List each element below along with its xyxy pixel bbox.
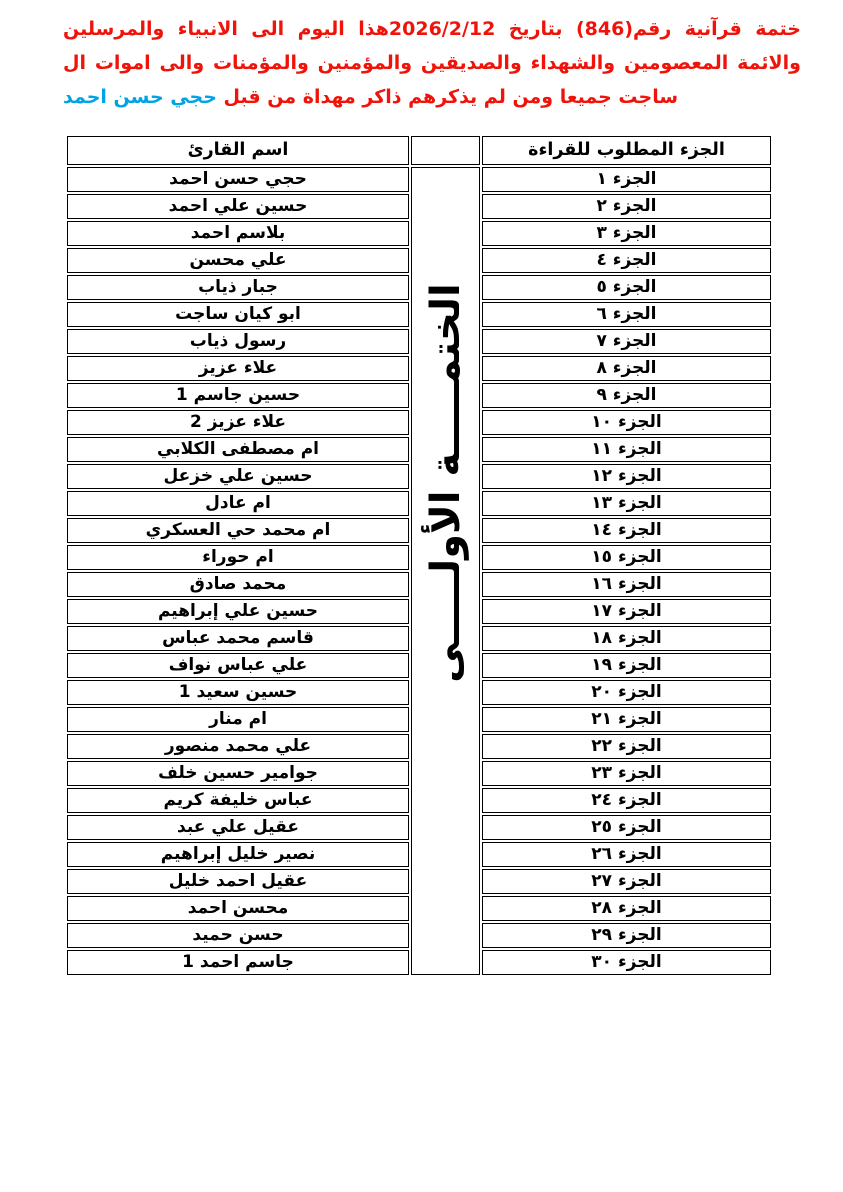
reader-name-cell: جوامير حسين خلف [67,761,409,786]
reader-name-cell: بلاسم احمد [67,221,409,246]
reader-name-cell: جاسم احمد 1 [67,950,409,975]
juz-cell: الجزء ٥ [482,275,771,300]
juz-cell: الجزء ١٢ [482,464,771,489]
reader-name-cell: ام محمد حي العسكري [67,518,409,543]
juz-cell: الجزء ٢٩ [482,923,771,948]
reader-name-cell: ابو كيان ساجت [67,302,409,327]
reader-name-cell: علاء عزيز [67,356,409,381]
reader-name-cell: ام منار [67,707,409,732]
juz-cell: الجزء ١٨ [482,626,771,651]
reader-name-cell: عقيل علي عبد [67,815,409,840]
juz-cell: الجزء ٨ [482,356,771,381]
reader-name-cell: محمد صادق [67,572,409,597]
reader-name-cell: حسين جاسم 1 [67,383,409,408]
reader-name-cell: علاء عزيز 2 [67,410,409,435]
khatma-label-cell [411,167,480,975]
reader-name-cell: عباس خليفة كريم [67,788,409,813]
juz-cell: الجزء ١٧ [482,599,771,624]
reader-name-cell: محسن احمد [67,896,409,921]
reader-name-cell: علي محمد منصور [67,734,409,759]
table-header-row [67,136,771,165]
juz-cell: الجزء ٢٥ [482,815,771,840]
juz-cell: الجزء ٢٧ [482,869,771,894]
khatma-column-header-cell [411,136,480,165]
juz-cell: الجزء ٢٠ [482,680,771,705]
juz-cell: الجزء ٢٢ [482,734,771,759]
reader-name-column-header: اسم القارئ [67,136,409,165]
reader-name-cell: حسين علي احمد [67,194,409,219]
reader-name-cell: حسين علي إبراهيم [67,599,409,624]
donor-name: حجي حسن احمد [63,86,217,108]
juz-cell: الجزء ١ [482,167,771,192]
juz-cell: الجزء ٣٠ [482,950,771,975]
juz-cell: الجزء ١٩ [482,653,771,678]
header-line-3-dedication: ساجت جميعا ومن لم يذكرهم ذاكر مهداة من قبل [223,86,679,108]
reader-name-cell: حسين علي خزعل [67,464,409,489]
juz-cell: الجزء ٣ [482,221,771,246]
juz-cell: الجزء ٢٤ [482,788,771,813]
juz-cell: الجزء ٩ [482,383,771,408]
reader-name-cell: قاسم محمد عباس [67,626,409,651]
juz-cell: الجزء ٢٨ [482,896,771,921]
khatma-table-body [67,136,771,975]
juz-cell: الجزء ٤ [482,248,771,273]
reader-name-cell: ام حوراء [67,545,409,570]
juz-cell: الجزء ١٦ [482,572,771,597]
reader-name-cell: ام عادل [67,491,409,516]
header-line-2: والائمة المعصومين والشهداء والصديقين والمؤمنين والمؤمنات والى اموات ال [63,52,801,74]
juz-cell: الجزء ١٥ [482,545,771,570]
juz-cell: الجزء ٢٦ [482,842,771,867]
juz-cell: الجزء ٢١ [482,707,771,732]
table-row [67,167,771,192]
khatma-vertical-label: الختمـــــة الأولـــــى [422,283,469,683]
juz-cell: الجزء ١٠ [482,410,771,435]
juz-cell: الجزء ٦ [482,302,771,327]
reader-name-cell: رسول ذياب [67,329,409,354]
juz-cell: الجزء ١٤ [482,518,771,543]
khatma-table [65,134,773,977]
reader-name-cell: علي محسن [67,248,409,273]
header-line-1: ختمة قرآنية رقم(846) بتاريخ 2026/2/12هذا اليوم الى الانبياء والمرسلين [63,18,802,40]
juz-cell: الجزء ٢٣ [482,761,771,786]
reader-name-cell: جبار ذياب [67,275,409,300]
reader-name-cell: عقيل احمد خليل [67,869,409,894]
reader-name-cell: حجي حسن احمد [67,167,409,192]
reader-name-cell: نصير خليل إبراهيم [67,842,409,867]
reader-name-cell: حسن حميد [67,923,409,948]
reader-name-cell: ام مصطفى الكلابي [67,437,409,462]
reader-name-cell: حسين سعيد 1 [67,680,409,705]
header-note [63,12,801,114]
juz-column-header: الجزء المطلوب للقراءة [482,136,771,165]
juz-cell: الجزء ٧ [482,329,771,354]
juz-cell: الجزء ٢ [482,194,771,219]
header-line-3 [63,80,801,114]
juz-cell: الجزء ١١ [482,437,771,462]
reader-name-cell: علي عباس نواف [67,653,409,678]
juz-cell: الجزء ١٣ [482,491,771,516]
